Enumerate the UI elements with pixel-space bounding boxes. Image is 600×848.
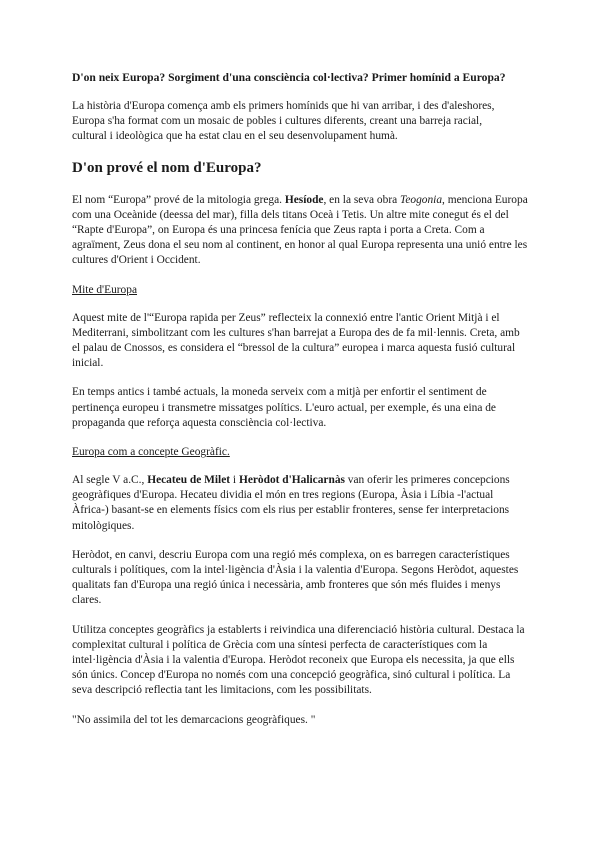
bold-name-herodot: Heròdot d'Halicarnàs: [238, 474, 345, 487]
paragraph-concepts: Utilitza conceptes geogràfics ja establerts i reivindica una diferenciació història cultural. Destaca la complexitat cultural i política de Grècia com una síntesi perfecta de característiques com la intel·ligència d'Àsia i la valentia d'Europa. Heròdot reconeix que Europa els necessita, ja que ells són únics. Concep d'Europa no només com una concepció geogràfica, sinó cultural i política. La seva descripció reflectia tant les limitacions, com les possibilitats.: [72, 623, 525, 697]
paragraph-currency: En temps antics i també actuals, la moneda serveix com a mitjà per enfortir el sentiment de pertinença europeu i transmetre missatges polítics. L'euro actual, per exemple, és una eina de propaganda que reforça aquesta consciència col·lectiva.: [72, 386, 496, 429]
text-run: El nom “Europa” prové de la mitologia grega.: [72, 193, 285, 206]
text-run: i: [230, 474, 239, 487]
bold-name-hesiode: Hesíode: [284, 193, 324, 206]
subheading-geography: Europa com a concepte Geogràfic.: [72, 446, 230, 459]
intro-line: La història d'Europa comença amb els primers homínids que hi van arribar, i des d'aleshores,: [72, 100, 495, 112]
paragraph-myth: Aquest mite de l'“Europa rapida per Zeus” reflecteix la connexió entre l'antic Orient Mitjà i el Mediterrani, simbolitzant com les cultures s'han barrejat a Europa des de fa mil·lennis. Creta, amb el palau de Cnossos, es considera el “bressol de la cultura” europea i marca aquesta fusió cultural inicial.: [72, 311, 520, 370]
paragraph-name-origin: [72, 193, 528, 269]
text-run: , en la seva obra: [323, 193, 401, 206]
text-run: , menciona Europa com una Oceànide (deessa del mar), filla dels titans Oceà i Tetis. Un altre mite conegut és el del “Rapte d'Europa”, on Europa és una princesa fenícia que Zeus rapta i porta a Creta. Com a agraïment, Zeus dona el seu nom al continent, en honor al qual Europa representa una unió entre les cultures d'Orient i Occident.: [72, 193, 528, 267]
text-run: van oferir les primeres concepcions geogràfiques d'Europa. Hecateu dividia el món en tres regions (Europa, Àsia i Líbia -l'actual Àfrica-) basant-se en elements físics com els rius per establir fronteres, sense fer interpretacions mitològiques.: [72, 474, 510, 532]
quote-line: "No assimila del tot les demarcacions geogràfiques. ": [72, 713, 316, 726]
subheading-myth: Mite d'Europa: [72, 283, 138, 296]
intro-line: Europa s'ha format com un mosaic de pobles i cultures diferents, creant una barreja racial,: [72, 115, 483, 128]
document-title: D'on neix Europa? Sorgiment d'una consciència col·lectiva? Primer homínid a Europa?: [72, 71, 506, 84]
italic-work-title: Teogonia: [400, 193, 443, 206]
text-run: Al segle V a.C.,: [72, 474, 148, 487]
intro-paragraph: [72, 99, 528, 145]
paragraph-herodot: Heròdot, en canvi, descriu Europa com una regió més complexa, on es barregen característiques culturals i polítiques, com la intel·ligència d'Àsia i la valentia d'Europa. Segons Heròdot, aquestes qualitats fan d'Europa una regió única i necessària, amb fronteres que són més fluides i menys clares.: [72, 548, 519, 607]
paragraph-hecateu: [72, 473, 528, 534]
bold-name-hecateu: Hecateu de Milet: [147, 474, 231, 487]
intro-line: cultural i ideològica que ha estat clau en el seu desenvolupament humà.: [72, 130, 398, 143]
section-heading: D'on prové el nom d'Europa?: [72, 159, 262, 176]
